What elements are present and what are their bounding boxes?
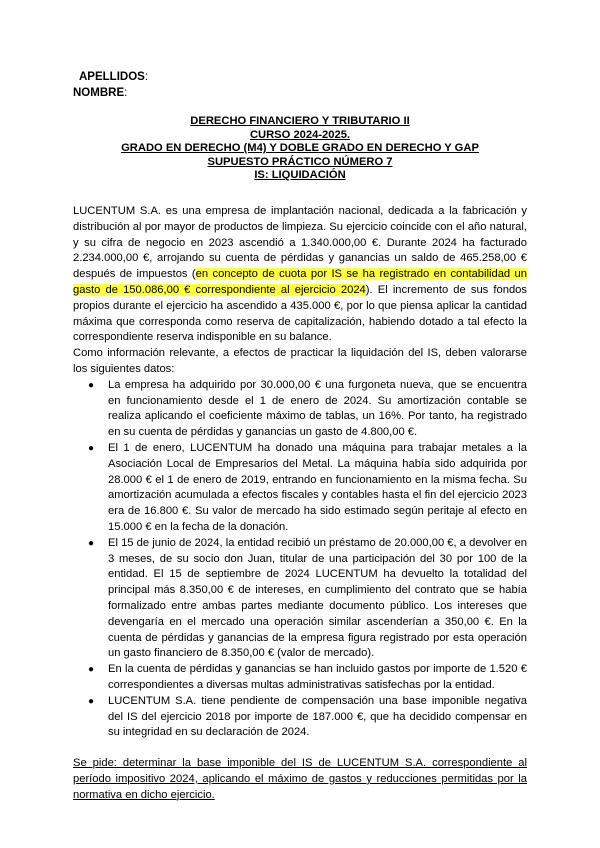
apellidos-label: APELLIDOS: [79, 71, 145, 83]
list-item: [88, 694, 527, 741]
list-item-text: El 15 de junio de 2024, la entidad recibió un préstamo de 20.000,00 €, a devolver en 3 meses, de su socio don Juan, titular de una participación del 30 por 100 de la entidad. El 15 de septiembre de 2024 LUCENTUM ha devuelto la totalidad del principal más 8.350,00 € de intereses, en cumplimiento del contrato que se había formalizado entre ambas partes mediante documento público. Los intereses que devengaría en el mercado una operación similar ascenderían a 350,00 €. En la cuenta de pérdidas y ganancias de la empresa figura registrado por esta operación un gasto financiero de 8.350,00 € (valor de mercado).: [108, 536, 527, 660]
intro-text-1: LUCENTUM S.A. es una empresa de implantación nacional, dedicada a la fabricación y distribución al por mayor de productos de limpieza. Su ejercicio coincide con el año natural, y su cifra de negocio en 2023 ascendió a 1.340.000,00 €. Durante 2024 ha facturado 2.234.000,00 €, arrojando su cuenta de pérdidas y ganancias un saldo de 465.258,00 € después de impuestos (: [73, 205, 527, 281]
bullet-icon: ●: [88, 537, 95, 549]
list-item-text: LUCENTUM S.A. tiene pendiente de compensación una base imponible negativa del IS del ejercicio 2018 por importe de 187.000 €, que ha decidido compensar en su integridad en su declaración de 2024.: [108, 694, 527, 739]
case-topic-title: IS: LIQUIDACIÓN: [254, 169, 346, 181]
course-year-title: CURSO 2024-2025.: [249, 128, 351, 141]
bullet-icon: ●: [88, 379, 95, 391]
intro-paragraph: [73, 204, 527, 346]
list-item-text: El 1 de enero, LUCENTUM ha donado una máquina para trabajar metales a la Asociación Local de Empresarios del Metal. La máquina había sido adquirida por 28.000 € el 1 de enero de 2019, entrando en funcionamiento en la misma fecha. Su amortización acumulada a efectos fiscales y contables hasta el fin del ejercicio 2023 era de 16.800 €. Su valor de mercado ha sido estimado según peritaje al efecto en 15.000 € en la fecha de la donación.: [108, 441, 527, 533]
task-request: Se pide: determinar la base imponible del IS de LUCENTUM S.A. correspondiente al período impositivo 2024, aplicando el máximo de gastos y reducciones permitidas por la normativa en dicho ejercicio.: [73, 757, 527, 801]
list-item: [88, 378, 527, 441]
list-item-text: En la cuenta de pérdidas y ganancias se han incluido gastos por importe de 1.520 € correspondientes a diversas multas administrativas satisfechas por la entidad.: [108, 663, 527, 691]
case-number-title: SUPUESTO PRÁCTICO NÚMERO 7: [207, 155, 393, 168]
list-item: [88, 441, 527, 536]
intro-text-2: ). El incremento de sus fondos propios durante el ejercicio ha ascendido a 435.000 €, por lo que piensa aplicar la cantidad máxima que corresponda como reserva de capitalización, habiendo dotado a tal efecto la correspondiente reserva indisponible en su balance.: [73, 283, 527, 344]
list-item-text: La empresa ha adquirido por 30.000,00 € una furgoneta nueva, que se encuentra en funcionamiento desde el 1 de enero de 2024. Su amortización contable se realiza aplicando el coeficiente máximo de tablas, un 16%. Por tanto, ha registrado en su cuenta de pérdidas y ganancias un gasto de 4.800,00 €.: [108, 378, 527, 439]
nombre-suffix: :: [124, 87, 128, 99]
course-subject-title: DERECHO FINANCIERO Y TRIBUTARIO II: [190, 115, 410, 127]
apellidos-suffix: :: [144, 71, 149, 83]
relevant-info-paragraph: Como información relevante, a efectos de practicar la liquidación del IS, deben valorarse los siguientes datos:: [73, 347, 527, 375]
data-list: [73, 378, 527, 741]
degree-title: GRADO EN DERECHO (M4) Y DOBLE GRADO EN DERECHO Y GAP: [121, 142, 479, 154]
document-body: [73, 204, 527, 803]
document-titles: [0, 115, 600, 183]
nombre-line: [73, 87, 127, 99]
bullet-icon: ●: [88, 442, 95, 454]
list-item: [88, 662, 527, 694]
bullet-icon: ●: [88, 664, 95, 676]
bullet-icon: ●: [88, 695, 95, 707]
apellidos-line: [79, 71, 148, 83]
list-item: [88, 536, 527, 662]
highlighted-text: en concepto de cuota por IS se ha registrado en contabilidad un gasto de 150.086,00 € correspondiente al ejercicio 2024: [73, 268, 527, 296]
nombre-label: NOMBRE: [73, 87, 125, 99]
